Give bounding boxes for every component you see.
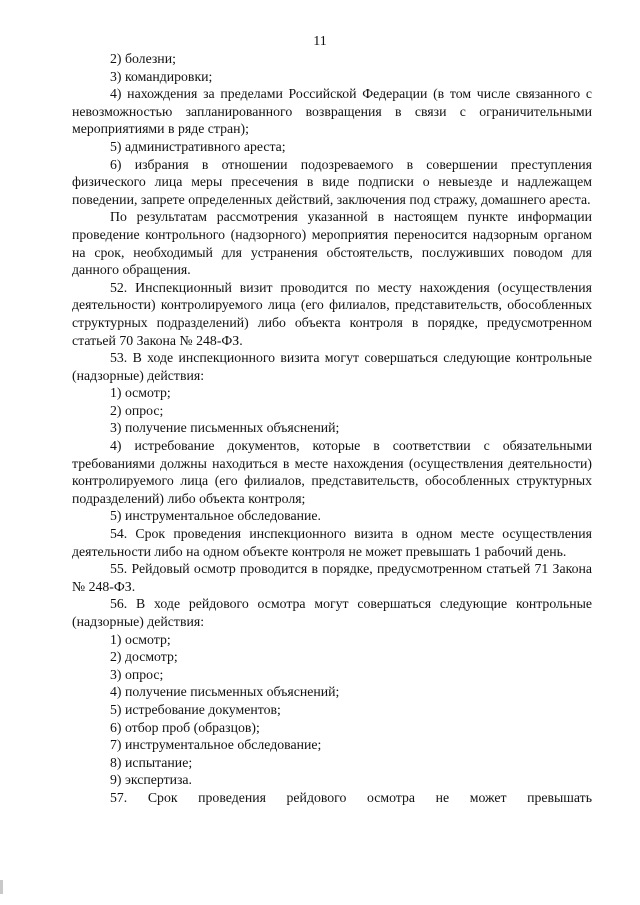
- list-item-53-2: 2) опрос;: [110, 402, 164, 418]
- list-item-53-3: 3) получение письменных объяснений;: [110, 420, 340, 436]
- paragraph-52: 52. Инспекционный визит проводится по месту нахождения (осуществления деятельности) контролируемого лица (его филиалов, представительств, обособленных структурных подразделений) либо объекта контроля в порядке, предусмотренном статьей 70 Закона № 248-ФЗ.: [72, 279, 592, 348]
- paragraph-item-3-business-trip: 3) командировки;: [110, 68, 213, 84]
- paragraph-item-4-abroad: 4) нахождения за пределами Российской Федерации (в том числе связанного с невозможностью запланированного возвращения в связи с ограничительными мероприятиями в ряде стран);: [72, 86, 592, 137]
- list-item-53-5: 5) инструментальное обследование.: [110, 508, 321, 524]
- paragraph-item-5-arrest: 5) административного ареста;: [110, 138, 286, 154]
- list-item-56-8: 8) испытание;: [110, 754, 193, 770]
- list-item-56-1: 1) осмотр;: [110, 631, 171, 647]
- paragraph-item-2-illness: 2) болезни;: [110, 51, 176, 66]
- paragraph-postponement: По результатам рассмотрения указанной в настоящем пункте информации проведение контрольного (надзорного) мероприятия переносится надзорным органом на срок, необходимый для устранения обстоятельств, послуживших поводом для данного обращения.: [72, 209, 592, 278]
- paragraph-54: 54. Срок проведения инспекционного визита в одном месте осуществления деятельности либо на одном объекте контроля не может превышать 1 рабочий день.: [72, 526, 592, 559]
- list-item-53-4: 4) истребование документов, которые в соответствии с обязательными требованиями должны находиться в месте нахождения (осуществления деятельности) контролируемого лица (его филиалов, представительств, обособленных структурных подразделений) либо объекта контроля;: [72, 438, 592, 506]
- list-item-53-1: 1) осмотр;: [110, 385, 171, 401]
- list-item-56-3: 3) опрос;: [110, 666, 164, 682]
- paragraph-57: 57. Срок проведения рейдового осмотра не может превышать: [110, 789, 592, 805]
- paragraph-55: 55. Рейдовый осмотр проводится в порядке, предусмотренном статьей 71 Закона № 248-ФЗ.: [72, 561, 592, 594]
- paragraph-56: 56. В ходе рейдового осмотра могут совершаться следующие контрольные (надзорные) действия:: [72, 596, 592, 629]
- list-item-56-2: 2) досмотр;: [110, 649, 178, 665]
- document-body: [72, 50, 592, 807]
- scan-edge-mark: [0, 880, 3, 894]
- page-number: 11: [313, 34, 327, 49]
- paragraph-item-6-preventive-measure: 6) избрания в отношении подозреваемого в совершении преступления физического лица меры пресечения в виде подписки о невыезде и надлежащем поведении, запрете определенных действий, заключения под стражу, домашнего ареста.: [72, 156, 592, 207]
- paragraph-53: 53. В ходе инспекционного визита могут совершаться следующие контрольные (надзорные) действия:: [72, 350, 592, 383]
- list-item-56-6: 6) отбор проб (образцов);: [110, 719, 260, 735]
- list-item-56-5: 5) истребование документов;: [110, 701, 281, 717]
- list-item-56-4: 4) получение письменных объяснений;: [110, 684, 340, 700]
- list-item-56-7: 7) инструментальное обследование;: [110, 737, 322, 753]
- list-item-56-9: 9) экспертиза.: [110, 772, 193, 788]
